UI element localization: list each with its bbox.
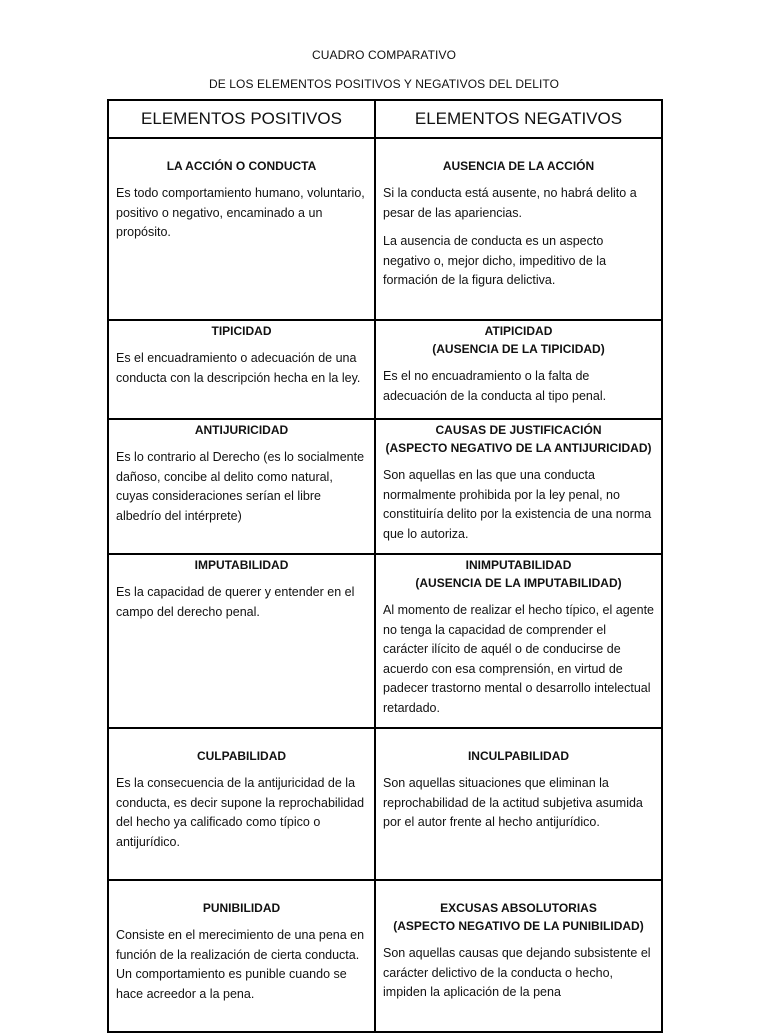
cell-negative [375,138,662,320]
cell-heading: TIPICIDAD [211,324,272,338]
cell-positive [108,554,375,728]
cell-text: Es la capacidad de querer y entender en el campo del derecho penal. [116,585,355,619]
cell-positive [108,320,375,419]
cell-heading: AUSENCIA DE LA ACCIÓN [442,159,595,173]
cell-text: Son aquellas en las que una conducta normalmente prohibida por la ley penal, no constituiría delito por la existencia de una norma que lo autoriza. [383,468,652,541]
table-row [108,138,662,320]
cell-heading: ATIPICIDAD [484,324,553,338]
cell-positive [108,419,375,554]
cell-heading: LA ACCIÓN O CONDUCTA [166,159,317,173]
cell-text: Son aquellas causas que dejando subsistente el carácter delictivo de la conducta o hecho, impiden la aplicación de la pena [383,946,651,999]
cell-negative [375,554,662,728]
cell-text: Es el encuadramiento o adecuación de una conducta con la descripción hecha en la ley. [116,351,361,385]
document-subtitle: DE LOS ELEMENTOS POSITIVOS Y NEGATIVOS DEL DELITO [208,77,560,91]
cell-text: Son aquellas situaciones que eliminan la reprochabilidad de la actitud subjetiva asumida por el autor frente al hecho antijurídico. [383,776,643,829]
cell-negative [375,728,662,880]
cell-heading: CAUSAS DE JUSTIFICACIÓN [435,423,602,437]
cell-text: Consiste en el merecimiento de una pena en función de la realización de cierta conducta. Un comportamiento es punible cuando se hace acreedor a la pena. [116,928,365,1001]
comparison-table [107,99,663,1033]
cell-positive [108,880,375,1032]
table-row [108,728,662,880]
cell-heading: IMPUTABILIDAD [194,558,289,572]
cell-text: Es lo contrario al Derecho (es lo socialmente dañoso, concibe al delito como natural, cuyas consideraciones serían el libre albedrío del intérprete) [116,450,365,523]
column-header-positive: ELEMENTOS POSITIVOS [108,100,375,138]
cell-text: Es todo comportamiento humano, voluntario, positivo o negativo, encaminado a un propósito. [116,186,365,239]
cell-heading: EXCUSAS ABSOLUTORIAS [440,901,597,915]
cell-heading: INIMPUTABILIDAD [465,558,572,572]
cell-text: Es el no encuadramiento o la falta de adecuación de la conducta al tipo penal. [383,369,607,403]
table-row [108,419,662,554]
table-row [108,554,662,728]
table-row [108,320,662,419]
cell-subheading: (AUSENCIA DE LA IMPUTABILIDAD) [415,576,622,590]
cell-heading: CULPABILIDAD [196,749,287,763]
cell-negative [375,320,662,419]
table-header-row [108,100,662,138]
cell-text: Si la conducta está ausente, no habrá delito a pesar de las apariencias. [383,186,637,220]
column-header-negative: ELEMENTOS NEGATIVOS [375,100,662,138]
cell-subheading: (ASPECTO NEGATIVO DE LA ANTIJURICIDAD) [385,441,652,455]
cell-heading: INCULPABILIDAD [467,749,570,763]
cell-positive [108,728,375,880]
cell-positive [108,138,375,320]
table-row [108,880,662,1032]
cell-negative [375,880,662,1032]
cell-text: Es la consecuencia de la antijuricidad de la conducta, es decir supone la reprochabilidad del hecho ya calificado como típico o antijurídico. [116,776,365,849]
cell-subheading: (AUSENCIA DE LA TIPICIDAD) [432,342,605,356]
cell-text-secondary: La ausencia de conducta es un aspecto negativo o, mejor dicho, impeditivo de la formación de la figura delictiva. [383,234,607,287]
cell-heading: ANTIJURICIDAD [194,423,289,437]
cell-subheading: (ASPECTO NEGATIVO DE LA PUNIBILIDAD) [393,919,644,933]
cell-text: Al momento de realizar el hecho típico, el agente no tenga la capacidad de comprender el carácter ilícito de aquél o de conducirse de acuerdo con esa comprensión, en virtud de padecer trastorno mental o desarrollo intelectual retardado. [383,603,654,715]
cell-heading: PUNIBILIDAD [202,901,281,915]
cell-negative [375,419,662,554]
document-title: CUADRO COMPARATIVO [311,48,457,62]
